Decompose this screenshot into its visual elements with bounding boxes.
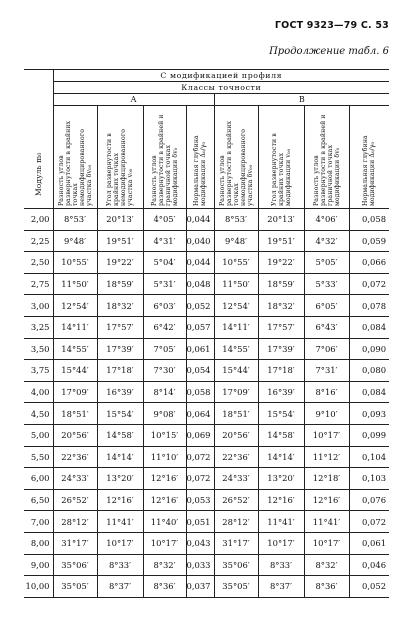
module-cell: 8,00	[24, 532, 53, 554]
angle-cell: 14°14′	[97, 446, 143, 468]
angle-cell: 18°59′	[97, 273, 143, 295]
table-row	[24, 273, 389, 295]
angle-cell: 14°58′	[258, 424, 304, 446]
angle-diff-cell: 9°48′	[53, 230, 97, 252]
column-header: Угол развернутости в крайних точках немодифицированного участка v₀₀	[97, 106, 143, 209]
angle-cell: 17°57′	[97, 316, 143, 338]
angle-cell: 19°51′	[258, 230, 304, 252]
angle-cell: 15°54′	[97, 403, 143, 425]
angle-diff-mod-cell: 4°32′	[304, 230, 349, 252]
angle-diff-mod-cell: 5°33′	[304, 273, 349, 295]
angle-diff-cell: 9°48′	[214, 230, 258, 252]
depth-cell: 0,084	[349, 316, 389, 338]
depth-cell: 0,054	[186, 360, 214, 382]
angle-cell: 16°39′	[258, 381, 304, 403]
module-cell: 6,00	[24, 468, 53, 490]
angle-cell: 14°58′	[97, 424, 143, 446]
angle-diff-mod-cell: 11°40′	[143, 511, 186, 533]
module-cell: 7,00	[24, 511, 53, 533]
angle-diff-mod-cell: 6°03′	[143, 295, 186, 317]
angle-diff-cell: 14°11′	[214, 316, 258, 338]
angle-diff-mod-cell: 7°05′	[143, 338, 186, 360]
table-body	[24, 209, 389, 598]
angle-diff-cell: 28°12′	[214, 511, 258, 533]
angle-diff-cell: 11°50′	[53, 273, 97, 295]
depth-cell: 0,080	[349, 360, 389, 382]
depth-cell: 0,052	[186, 295, 214, 317]
angle-diff-cell: 18°51′	[214, 403, 258, 425]
angle-diff-mod-cell: 6°43′	[304, 316, 349, 338]
column-header: Нормальная глубина модификации Δ₀/γ₀	[186, 106, 214, 209]
angle-diff-mod-cell: 10°17′	[143, 532, 186, 554]
depth-cell: 0,033	[186, 554, 214, 576]
column-header: Разность углов развернутости в крайней и граничной точках модификации δv₀	[304, 106, 349, 209]
angle-cell: 15°54′	[258, 403, 304, 425]
angle-cell: 14°14′	[258, 446, 304, 468]
angle-diff-cell: 24°33′	[53, 468, 97, 490]
angle-cell: 17°39′	[97, 338, 143, 360]
depth-cell: 0,072	[349, 511, 389, 533]
table-row	[24, 576, 389, 598]
angle-diff-cell: 20°56′	[53, 424, 97, 446]
angle-diff-cell: 35°05′	[53, 576, 97, 598]
module-cell: 9,00	[24, 554, 53, 576]
module-header: Модуль m₀	[24, 70, 53, 209]
angle-diff-mod-cell: 8°16′	[304, 381, 349, 403]
angle-cell: 8°37′	[258, 576, 304, 598]
angle-diff-mod-cell: 12°16′	[143, 489, 186, 511]
depth-cell: 0,043	[186, 532, 214, 554]
depth-cell: 0,064	[186, 403, 214, 425]
module-cell: 3,50	[24, 338, 53, 360]
module-cell: 10,00	[24, 576, 53, 598]
angle-cell: 11°41′	[258, 511, 304, 533]
angle-cell: 18°32′	[97, 295, 143, 317]
depth-cell: 0,072	[186, 446, 214, 468]
angle-diff-mod-cell: 12°18′	[304, 468, 349, 490]
table-row	[24, 360, 389, 382]
depth-cell: 0,040	[186, 230, 214, 252]
angle-diff-cell: 14°55′	[53, 338, 97, 360]
module-cell: 5,50	[24, 446, 53, 468]
angle-diff-cell: 10°55′	[214, 252, 258, 274]
depth-cell: 0,061	[349, 532, 389, 554]
angle-diff-mod-cell: 6°42′	[143, 316, 186, 338]
table-continuation-label: Продолжение табл. 6	[269, 46, 389, 57]
angle-cell: 19°51′	[97, 230, 143, 252]
angle-cell: 12°16′	[97, 489, 143, 511]
angle-diff-cell: 22°36′	[53, 446, 97, 468]
angle-diff-mod-cell: 10°17′	[304, 532, 349, 554]
column-header: Разность углов развернутости в крайних точках немодифицированного участка δv₀₀	[214, 106, 258, 209]
angle-diff-cell: 35°06′	[53, 554, 97, 576]
table-row	[24, 554, 389, 576]
accuracy-header: Классы точности	[53, 82, 389, 94]
class-a-header: А	[53, 94, 214, 106]
depth-cell: 0,103	[349, 468, 389, 490]
angle-diff-mod-cell: 12°16′	[143, 468, 186, 490]
angle-diff-cell: 24°33′	[214, 468, 258, 490]
group-header: С модификацией профиля	[53, 70, 389, 82]
angle-diff-mod-cell: 8°36′	[143, 576, 186, 598]
angle-diff-cell: 8°53′	[214, 209, 258, 231]
angle-diff-mod-cell: 7°30′	[143, 360, 186, 382]
depth-cell: 0,052	[349, 576, 389, 598]
angle-cell: 18°32′	[258, 295, 304, 317]
data-table	[24, 69, 389, 598]
table-row	[24, 424, 389, 446]
table-row	[24, 295, 389, 317]
angle-cell: 13°20′	[97, 468, 143, 490]
table-row	[24, 532, 389, 554]
angle-cell: 18°59′	[258, 273, 304, 295]
angle-diff-mod-cell: 11°12′	[304, 446, 349, 468]
depth-cell: 0,059	[349, 230, 389, 252]
angle-diff-cell: 14°11′	[53, 316, 97, 338]
column-header: Разность углов развернутости в крайних точках немодифицированного участка δv₀₀	[53, 106, 97, 209]
table-row	[24, 381, 389, 403]
angle-cell: 10°17′	[97, 532, 143, 554]
depth-cell: 0,104	[349, 446, 389, 468]
angle-cell: 12°16′	[258, 489, 304, 511]
angle-cell: 20°13′	[97, 209, 143, 231]
depth-cell: 0,072	[186, 468, 214, 490]
depth-cell: 0,053	[186, 489, 214, 511]
angle-diff-cell: 8°53′	[53, 209, 97, 231]
class-b-header: В	[214, 94, 389, 106]
angle-diff-mod-cell: 4°05′	[143, 209, 186, 231]
angle-diff-cell: 20°56′	[214, 424, 258, 446]
column-header: Угол развернутости в крайних точках модификации v₀₀	[258, 106, 304, 209]
table-row	[24, 403, 389, 425]
table-row	[24, 252, 389, 274]
angle-diff-mod-cell: 5°05′	[304, 252, 349, 274]
angle-diff-cell: 35°05′	[214, 576, 258, 598]
angle-cell: 10°17′	[258, 532, 304, 554]
depth-cell: 0,046	[349, 554, 389, 576]
angle-diff-mod-cell: 5°04′	[143, 252, 186, 274]
column-header: Нормальная глубина модификации Δ₀/γ₀	[349, 106, 389, 209]
angle-diff-cell: 35°06′	[214, 554, 258, 576]
table-row	[24, 316, 389, 338]
table-row	[24, 468, 389, 490]
angle-diff-cell: 31°17′	[53, 532, 97, 554]
angle-cell: 8°33′	[97, 554, 143, 576]
depth-cell: 0,051	[186, 511, 214, 533]
angle-diff-mod-cell: 8°36′	[304, 576, 349, 598]
table-row	[24, 230, 389, 252]
module-cell: 5,00	[24, 424, 53, 446]
depth-cell: 0,058	[186, 381, 214, 403]
angle-cell: 20°13′	[258, 209, 304, 231]
table-row	[24, 489, 389, 511]
angle-cell: 16°39′	[97, 381, 143, 403]
depth-cell: 0,090	[349, 338, 389, 360]
angle-cell: 8°37′	[97, 576, 143, 598]
module-cell: 2,50	[24, 252, 53, 274]
module-cell: 4,00	[24, 381, 53, 403]
angle-diff-mod-cell: 6°05′	[304, 295, 349, 317]
angle-diff-cell: 14°55′	[214, 338, 258, 360]
angle-diff-cell: 28°12′	[53, 511, 97, 533]
angle-diff-mod-cell: 8°32′	[304, 554, 349, 576]
table-row	[24, 209, 389, 231]
depth-cell: 0,076	[349, 489, 389, 511]
angle-cell: 17°18′	[258, 360, 304, 382]
angle-cell: 19°22′	[97, 252, 143, 274]
angle-diff-cell: 31°17′	[214, 532, 258, 554]
angle-diff-cell: 17°09′	[214, 381, 258, 403]
angle-diff-mod-cell: 8°14′	[143, 381, 186, 403]
angle-diff-mod-cell: 9°08′	[143, 403, 186, 425]
angle-cell: 17°57′	[258, 316, 304, 338]
depth-cell: 0,057	[186, 316, 214, 338]
depth-cell: 0,099	[349, 424, 389, 446]
angle-diff-cell: 15°44′	[214, 360, 258, 382]
angle-diff-cell: 12°54′	[214, 295, 258, 317]
depth-cell: 0,084	[349, 381, 389, 403]
column-header: Разность углов развернутости в крайней и граничной точках модификации δv₀	[143, 106, 186, 209]
module-cell: 2,25	[24, 230, 53, 252]
module-cell: 3,25	[24, 316, 53, 338]
depth-cell: 0,048	[186, 273, 214, 295]
angle-diff-mod-cell: 7°31′	[304, 360, 349, 382]
angle-diff-mod-cell: 11°41′	[304, 511, 349, 533]
angle-diff-cell: 12°54′	[53, 295, 97, 317]
angle-cell: 11°41′	[97, 511, 143, 533]
angle-cell: 13°20′	[258, 468, 304, 490]
angle-diff-mod-cell: 10°17′	[304, 424, 349, 446]
module-cell: 3,75	[24, 360, 53, 382]
angle-diff-cell: 18°51′	[53, 403, 97, 425]
angle-diff-cell: 15°44′	[53, 360, 97, 382]
depth-cell: 0,037	[186, 576, 214, 598]
module-cell: 2,75	[24, 273, 53, 295]
depth-cell: 0,044	[186, 209, 214, 231]
table-row	[24, 338, 389, 360]
table-row	[24, 511, 389, 533]
depth-cell: 0,093	[349, 403, 389, 425]
depth-cell: 0,058	[349, 209, 389, 231]
page-header: ГОСТ 9323—79 С. 53	[274, 20, 389, 31]
angle-diff-cell: 11°50′	[214, 273, 258, 295]
module-cell: 6,50	[24, 489, 53, 511]
angle-diff-cell: 26°52′	[53, 489, 97, 511]
angle-diff-mod-cell: 8°32′	[143, 554, 186, 576]
angle-diff-mod-cell: 5°31′	[143, 273, 186, 295]
angle-diff-mod-cell: 7°06′	[304, 338, 349, 360]
angle-diff-mod-cell: 4°31′	[143, 230, 186, 252]
angle-diff-cell: 26°52′	[214, 489, 258, 511]
depth-cell: 0,078	[349, 295, 389, 317]
module-cell: 4,50	[24, 403, 53, 425]
angle-diff-mod-cell: 11°10′	[143, 446, 186, 468]
angle-diff-mod-cell: 4°06′	[304, 209, 349, 231]
module-cell: 2,00	[24, 209, 53, 231]
depth-cell: 0,069	[186, 424, 214, 446]
table-row	[24, 446, 389, 468]
angle-cell: 19°22′	[258, 252, 304, 274]
depth-cell: 0,066	[349, 252, 389, 274]
angle-diff-mod-cell: 12°16′	[304, 489, 349, 511]
angle-diff-cell: 17°09′	[53, 381, 97, 403]
angle-cell: 17°39′	[258, 338, 304, 360]
depth-cell: 0,072	[349, 273, 389, 295]
angle-cell: 8°33′	[258, 554, 304, 576]
depth-cell: 0,044	[186, 252, 214, 274]
angle-diff-cell: 10°55′	[53, 252, 97, 274]
angle-cell: 17°18′	[97, 360, 143, 382]
module-cell: 3,00	[24, 295, 53, 317]
depth-cell: 0,061	[186, 338, 214, 360]
angle-diff-cell: 22°36′	[214, 446, 258, 468]
angle-diff-mod-cell: 9°10′	[304, 403, 349, 425]
angle-diff-mod-cell: 10°15′	[143, 424, 186, 446]
